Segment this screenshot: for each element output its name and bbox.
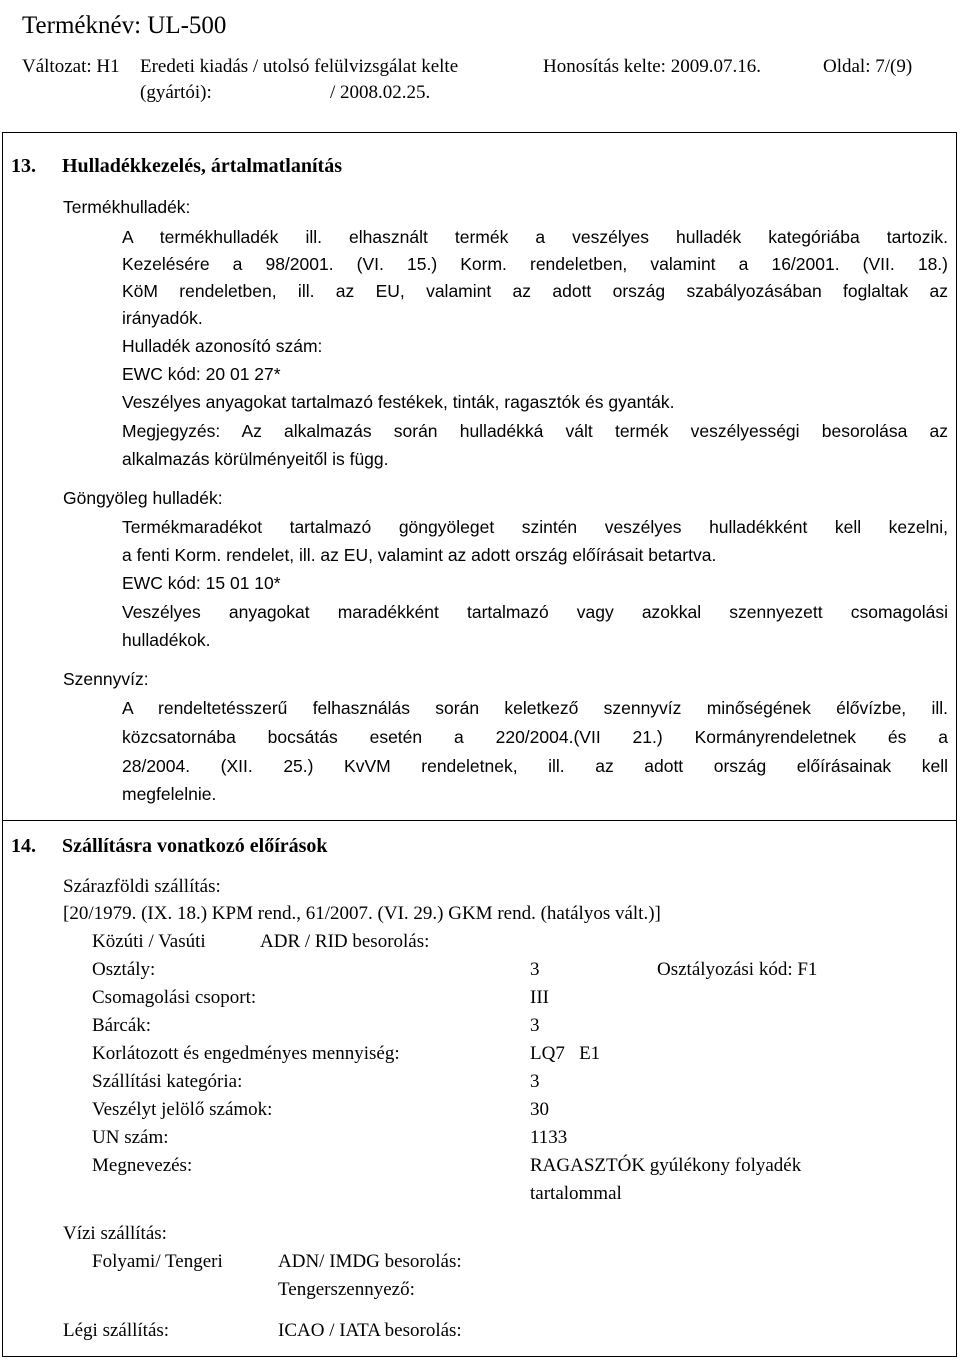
transport-category-label: Szállítási kategória: xyxy=(92,1071,243,1092)
ewc-code-2: EWC kód: 15 01 10* xyxy=(122,573,281,593)
class-label: Osztály: xyxy=(92,959,156,980)
shipping-name-value-2: tartalommal xyxy=(530,1183,622,1204)
section-divider xyxy=(2,820,957,821)
road-rail-label: Közúti / Vasúti xyxy=(92,931,206,952)
classification-code: Osztályozási kód: F1 xyxy=(657,959,818,980)
wastewater-line: közcsatornába bocsátás esetén a 220/2004.(VII 21.) Kormányrendeletnek és a xyxy=(122,727,948,747)
note-line: alkalmazás körülményeitől is függ. xyxy=(122,449,389,469)
packaging-line: Termékmaradékot tartalmazó göngyöleget szintén veszélyes hulladékként kell kezelni, xyxy=(122,517,948,537)
land-transport-regulations: [20/1979. (IX. 18.) KPM rend., 61/2007. (VI. 29.) GKM rend. (hatályos vált.)] xyxy=(63,903,661,924)
limited-quantity-value: LQ7 E1 xyxy=(530,1043,601,1064)
section-14-number: 14. xyxy=(11,835,36,857)
shipping-name-label: Megnevezés: xyxy=(92,1155,193,1176)
section-13-title: Hulladékkezelés, ártalmatlanítás xyxy=(62,155,342,177)
icao-iata-label: ICAO / IATA besorolás: xyxy=(278,1320,462,1341)
page-number: Oldal: 7/(9) xyxy=(823,56,913,77)
issue-date-label: Eredeti kiadás / utolsó felülvizsgálat kelte xyxy=(140,56,459,77)
un-number-label: UN szám: xyxy=(92,1127,169,1148)
product-waste-line: irányadók. xyxy=(122,308,203,328)
note-line: Megjegyzés: Az alkalmazás során hulladékká vált termék veszélyességi besorolása az xyxy=(122,421,948,441)
wastewater-line: megfelelnie. xyxy=(122,784,217,804)
adr-rid-label: ADR / RID besorolás: xyxy=(260,931,430,952)
ewc-code-2-description: Veszélyes anyagokat maradékként tartalmazó vagy azokkal szennyezett csomagolási xyxy=(122,602,948,622)
section-13-number: 13. xyxy=(11,155,36,177)
product-waste-label: Termékhulladék: xyxy=(63,197,191,217)
product-name: Terméknév: UL-500 xyxy=(22,12,227,39)
wastewater-label: Szennyvíz: xyxy=(63,669,149,689)
packaging-waste-label: Göngyöleg hulladék: xyxy=(63,488,223,508)
hazard-number-label: Veszélyt jelölő számok: xyxy=(92,1099,273,1120)
issue-date-label-2: (gyártói): xyxy=(140,82,212,103)
class-value: 3 xyxy=(530,959,540,980)
ewc-code-1-description: Veszélyes anyagokat tartalmazó festékek, tinták, ragasztók és gyanták. xyxy=(122,392,675,412)
water-transport-label: Vízi szállítás: xyxy=(63,1223,167,1244)
labels-value: 3 xyxy=(530,1015,540,1036)
limited-quantity-label: Korlátozott és engedményes mennyiség: xyxy=(92,1043,400,1064)
version: Változat: H1 xyxy=(22,56,120,77)
product-waste-line: Kezelésére a 98/2001. (VI. 15.) Korm. rendeletben, valamint a 16/2001. (VII. 18.) xyxy=(122,254,948,274)
marine-pollutant-label: Tengerszennyező: xyxy=(278,1279,415,1300)
product-waste-line: A termékhulladék ill. elhasznált termék a veszélyes hulladék kategóriába tartozik. xyxy=(122,227,948,247)
packing-group-label: Csomagolási csoport: xyxy=(92,987,257,1008)
wastewater-line: 28/2004. (XII. 25.) KvVM rendeletnek, ill. az adott ország előírásainak kell xyxy=(122,756,948,776)
transport-category-value: 3 xyxy=(530,1071,540,1092)
ewc-code-1: EWC kód: 20 01 27* xyxy=(122,364,281,384)
packing-group-value: III xyxy=(530,987,549,1008)
waste-id-label: Hulladék azonosító szám: xyxy=(122,336,323,356)
adn-imdg-label: ADN/ IMDG besorolás: xyxy=(278,1251,462,1272)
product-waste-line: KöM rendeletben, ill. az EU, valamint az adott ország szabályozásában foglaltak az xyxy=(122,281,948,301)
hazard-number-value: 30 xyxy=(530,1099,549,1120)
water-mode-label: Folyami/ Tengeri xyxy=(92,1251,223,1272)
validation-date: Honosítás kelte: 2009.07.16. xyxy=(543,56,761,77)
labels-label: Bárcák: xyxy=(92,1015,152,1036)
issue-date: / 2008.02.25. xyxy=(330,82,431,103)
wastewater-line: A rendeltetésszerű felhasználás során keletkező szennyvíz minőségének élővízbe, ill. xyxy=(122,698,948,718)
shipping-name-value: RAGASZTÓK gyúlékony folyadék xyxy=(530,1155,802,1176)
air-transport-label: Légi szállítás: xyxy=(63,1320,170,1341)
land-transport-label: Szárazföldi szállítás: xyxy=(63,876,221,897)
section-14-title: Szállításra vonatkozó előírások xyxy=(62,835,328,857)
un-number-value: 1133 xyxy=(530,1127,568,1148)
packaging-line: a fenti Korm. rendelet, ill. az EU, valamint az adott ország előírásait betartva. xyxy=(122,545,717,565)
ewc-code-2-description: hulladékok. xyxy=(122,630,211,650)
